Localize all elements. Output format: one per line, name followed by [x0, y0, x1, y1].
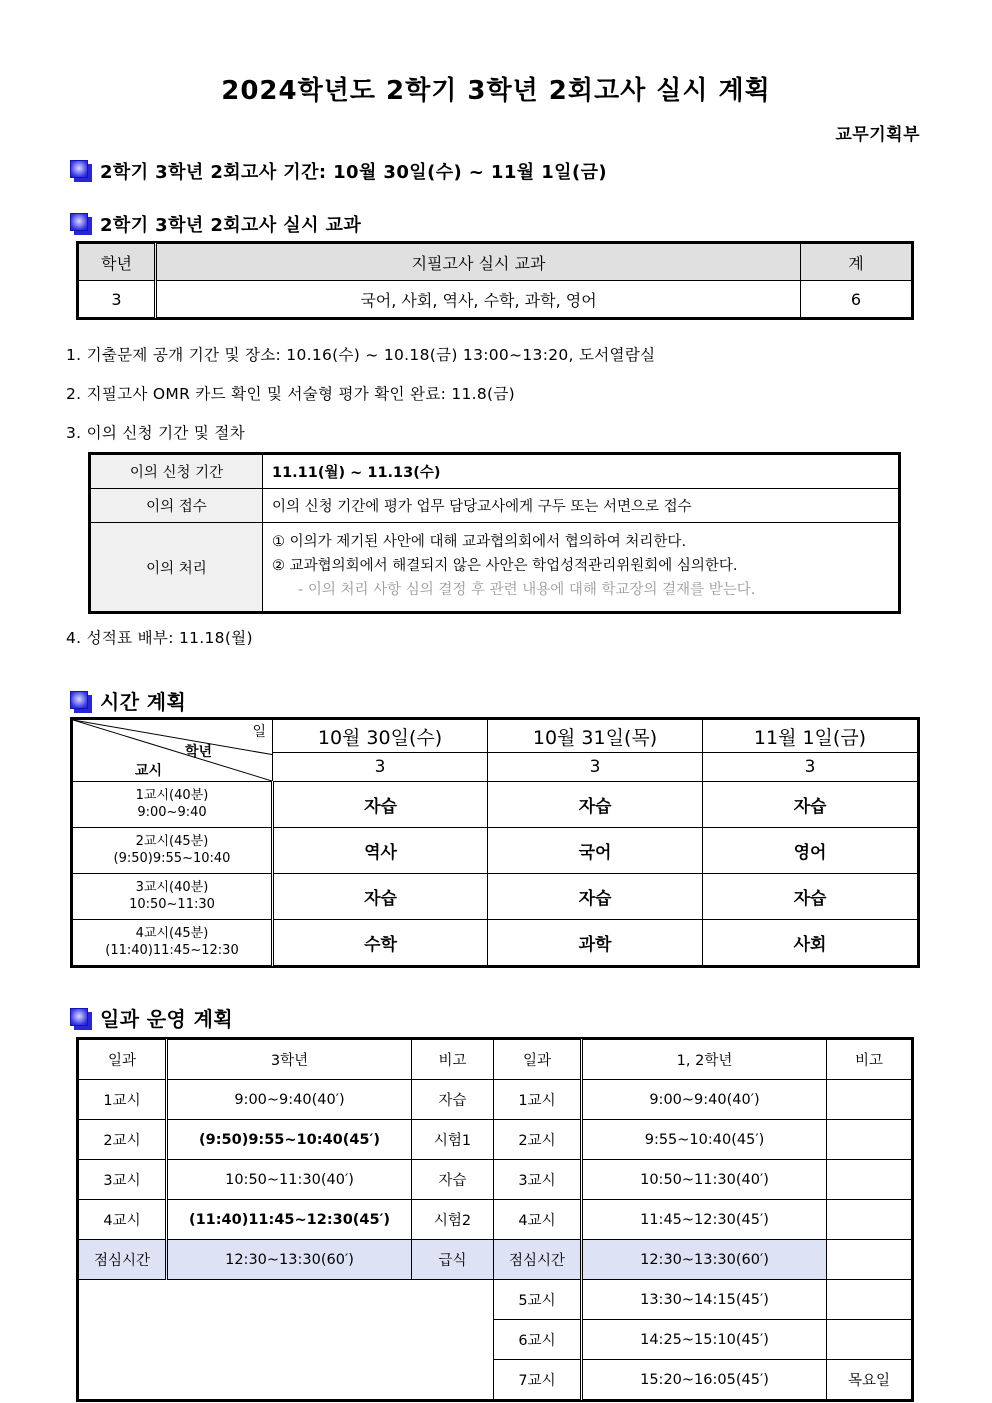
daily-r2-right-note — [827, 1160, 912, 1200]
table-row — [79, 1240, 912, 1280]
daily-r0-left-period: 1교시 — [79, 1080, 167, 1120]
daily-lunch-right-time: 12:30~13:30(60′) — [582, 1240, 827, 1280]
daily-r0-left-time: 9:00~9:40(40′) — [167, 1080, 412, 1120]
daily-header-2: 비고 — [412, 1040, 494, 1080]
table-row — [91, 523, 899, 612]
objection-label-receipt: 이의 접수 — [91, 489, 263, 523]
subject-header-total: 계 — [801, 244, 912, 281]
daily-e2-time: 15:20~16:05(45′) — [582, 1360, 827, 1400]
blue-square-bullet-icon — [70, 691, 92, 713]
objection-value-period: 11.11(월) ~ 11.13(수) — [263, 455, 899, 489]
time-cell-0-1: 자습 — [488, 782, 703, 828]
time-date-header-2: 11월 1일(금) — [703, 720, 918, 753]
note-item-1: 1. 기출문제 공개 기간 및 장소: 10.16(수) ~ 10.18(금) 13:00~13:20, 도서열람실 — [66, 346, 656, 364]
daily-lunch-right-note — [827, 1240, 912, 1280]
subject-value-grade: 3 — [79, 281, 156, 318]
process-line-2: ② 교과협의회에서 해결되지 않은 사안은 학업성적관리위원회에 심의한다. — [272, 558, 738, 575]
table-row — [73, 920, 918, 966]
daily-r0-right-time: 9:00~9:40(40′) — [582, 1080, 827, 1120]
time-cell-2-1: 자습 — [488, 874, 703, 920]
daily-e1-time: 14:25~15:10(45′) — [582, 1320, 827, 1360]
table-row — [73, 874, 918, 920]
daily-r2-right-time: 10:50~11:30(40′) — [582, 1160, 827, 1200]
daily-lunch-right-period: 점심시간 — [494, 1240, 582, 1280]
section-daily-plan — [70, 1003, 233, 1032]
process-line-3: - 이의 처리 사항 심의 결정 후 관련 내용에 대해 학교장의 결재를 받는다. — [298, 581, 756, 598]
time-period-3 — [73, 920, 273, 966]
daily-r3-right-note — [827, 1200, 912, 1240]
time-grade-0: 3 — [273, 753, 488, 782]
time-date-header-1: 10월 31일(목) — [488, 720, 703, 753]
table-row — [79, 1160, 912, 1200]
objection-value-process — [263, 523, 899, 612]
daily-r0-left-note: 자습 — [412, 1080, 494, 1120]
daily-r2-left-period: 3교시 — [79, 1160, 167, 1200]
daily-header-5: 비고 — [827, 1040, 912, 1080]
period-name: 3교시(40분) — [135, 880, 209, 896]
section-exam-period — [70, 158, 607, 184]
time-cell-0-2: 자습 — [703, 782, 918, 828]
daily-empty-block — [79, 1280, 494, 1400]
time-cell-1-0: 역사 — [273, 828, 488, 874]
time-cell-3-2: 사회 — [703, 920, 918, 966]
department-label: 교무기획부 — [835, 125, 920, 145]
section-time-plan — [70, 686, 186, 715]
daily-e1-period: 6교시 — [494, 1320, 582, 1360]
time-cell-2-0: 자습 — [273, 874, 488, 920]
daily-r1-right-period: 2교시 — [494, 1120, 582, 1160]
period-time: (11:40)11:45~12:30 — [105, 942, 239, 958]
daily-r1-left-note: 시험1 — [412, 1120, 494, 1160]
time-cell-1-1: 국어 — [488, 828, 703, 874]
table-row — [79, 1080, 912, 1120]
subject-value-subjects: 국어, 사회, 역사, 수학, 과학, 영어 — [156, 281, 801, 318]
period-time: 9:00~9:40 — [137, 804, 207, 820]
page-title: 2024학년도 2학기 3학년 2회고사 실시 계획 — [221, 76, 771, 106]
table-row — [73, 720, 918, 753]
daily-r3-right-period: 4교시 — [494, 1200, 582, 1240]
blue-square-bullet-icon — [70, 160, 92, 182]
time-period-2 — [73, 874, 273, 920]
objection-table — [90, 454, 899, 612]
time-cell-2-2: 자습 — [703, 874, 918, 920]
table-row — [91, 489, 899, 523]
table-row — [79, 1200, 912, 1240]
time-cell-3-1: 과학 — [488, 920, 703, 966]
daily-r1-right-note — [827, 1120, 912, 1160]
time-period-0 — [73, 782, 273, 828]
time-period-1 — [73, 828, 273, 874]
time-plan-heading-text: 시간 계획 — [100, 690, 187, 714]
corner-label-day: 일 — [252, 724, 266, 740]
diagonal-lines-icon — [73, 720, 272, 781]
daily-e2-note: 목요일 — [827, 1360, 912, 1400]
note-item-2: 2. 지필고사 OMR 카드 확인 및 서술형 평가 확인 완료: 11.8(금) — [66, 385, 516, 403]
note-item-4: 4. 성적표 배부: 11.18(월) — [66, 629, 253, 647]
exam-subjects-text: 2학기 3학년 2회고사 실시 교과 — [100, 215, 362, 236]
daily-r2-left-note: 자습 — [412, 1160, 494, 1200]
daily-r2-right-period: 3교시 — [494, 1160, 582, 1200]
table-row — [79, 281, 912, 318]
exam-period-text: 2학기 3학년 2회고사 기간: 10월 30일(수) ~ 11월 1일(금) — [100, 162, 607, 183]
daily-r1-left-period: 2교시 — [79, 1120, 167, 1160]
daily-lunch-left-time: 12:30~13:30(60′) — [167, 1240, 412, 1280]
time-plan-table — [72, 719, 918, 966]
table-row — [79, 1120, 912, 1160]
daily-r0-right-note — [827, 1080, 912, 1120]
table-row — [73, 782, 918, 828]
subject-header-subjects: 지필고사 실시 교과 — [156, 244, 801, 281]
daily-plan-table — [78, 1039, 912, 1400]
daily-r3-left-note: 시험2 — [412, 1200, 494, 1240]
time-date-header-0: 10월 30일(수) — [273, 720, 488, 753]
objection-label-period: 이의 신청 기간 — [91, 455, 263, 489]
daily-r3-right-time: 11:45~12:30(45′) — [582, 1200, 827, 1240]
table-row — [73, 828, 918, 874]
corner-label-grade: 학년 — [184, 744, 212, 760]
blue-square-bullet-icon — [70, 213, 92, 235]
time-cell-0-0: 자습 — [273, 782, 488, 828]
objection-label-process: 이의 처리 — [91, 523, 263, 612]
process-line-1: ① 이의가 제기된 사안에 대해 교과협의회에서 협의하여 처리한다. — [272, 534, 687, 551]
daily-r3-left-period: 4교시 — [79, 1200, 167, 1240]
time-grade-1: 3 — [488, 753, 703, 782]
table-row — [79, 244, 912, 281]
daily-e2-period: 7교시 — [494, 1360, 582, 1400]
table-row — [79, 1280, 912, 1320]
subject-header-grade: 학년 — [79, 244, 156, 281]
period-name: 4교시(45분) — [135, 926, 209, 942]
daily-lunch-left-note: 급식 — [412, 1240, 494, 1280]
objection-value-receipt: 이의 신청 기간에 평가 업무 담당교사에게 구두 또는 서면으로 접수 — [263, 489, 899, 523]
period-name: 1교시(40분) — [135, 788, 209, 804]
time-grade-2: 3 — [703, 753, 918, 782]
note-item-3: 3. 이의 신청 기간 및 절차 — [66, 424, 245, 442]
period-time: (9:50)9:55~10:40 — [113, 850, 231, 866]
daily-plan-heading-text: 일과 운영 계획 — [100, 1007, 234, 1031]
daily-r3-left-time: (11:40)11:45~12:30(45′) — [167, 1200, 412, 1240]
subject-table — [78, 243, 912, 318]
time-cell-3-0: 수학 — [273, 920, 488, 966]
subject-value-total: 6 — [801, 281, 912, 318]
daily-e0-time: 13:30~14:15(45′) — [582, 1280, 827, 1320]
daily-lunch-left-period: 점심시간 — [79, 1240, 167, 1280]
daily-header-0: 일과 — [79, 1040, 167, 1080]
daily-r2-left-time: 10:50~11:30(40′) — [167, 1160, 412, 1200]
blue-square-bullet-icon — [70, 1008, 92, 1030]
corner-label-period: 교시 — [135, 763, 163, 779]
daily-e1-note — [827, 1320, 912, 1360]
daily-header-1: 3학년 — [167, 1040, 412, 1080]
section-exam-subjects — [70, 211, 361, 237]
time-cell-1-2: 영어 — [703, 828, 918, 874]
period-name: 2교시(45분) — [135, 834, 209, 850]
daily-e0-note — [827, 1280, 912, 1320]
daily-header-3: 일과 — [494, 1040, 582, 1080]
daily-header-4: 1, 2학년 — [582, 1040, 827, 1080]
daily-e0-period: 5교시 — [494, 1280, 582, 1320]
table-row — [91, 455, 899, 489]
table-row — [79, 1040, 912, 1080]
corner-diagonal-header — [73, 720, 273, 782]
daily-r0-right-period: 1교시 — [494, 1080, 582, 1120]
daily-r1-left-time: (9:50)9:55~10:40(45′) — [167, 1120, 412, 1160]
daily-r1-right-time: 9:55~10:40(45′) — [582, 1120, 827, 1160]
period-time: 10:50~11:30 — [129, 896, 215, 912]
